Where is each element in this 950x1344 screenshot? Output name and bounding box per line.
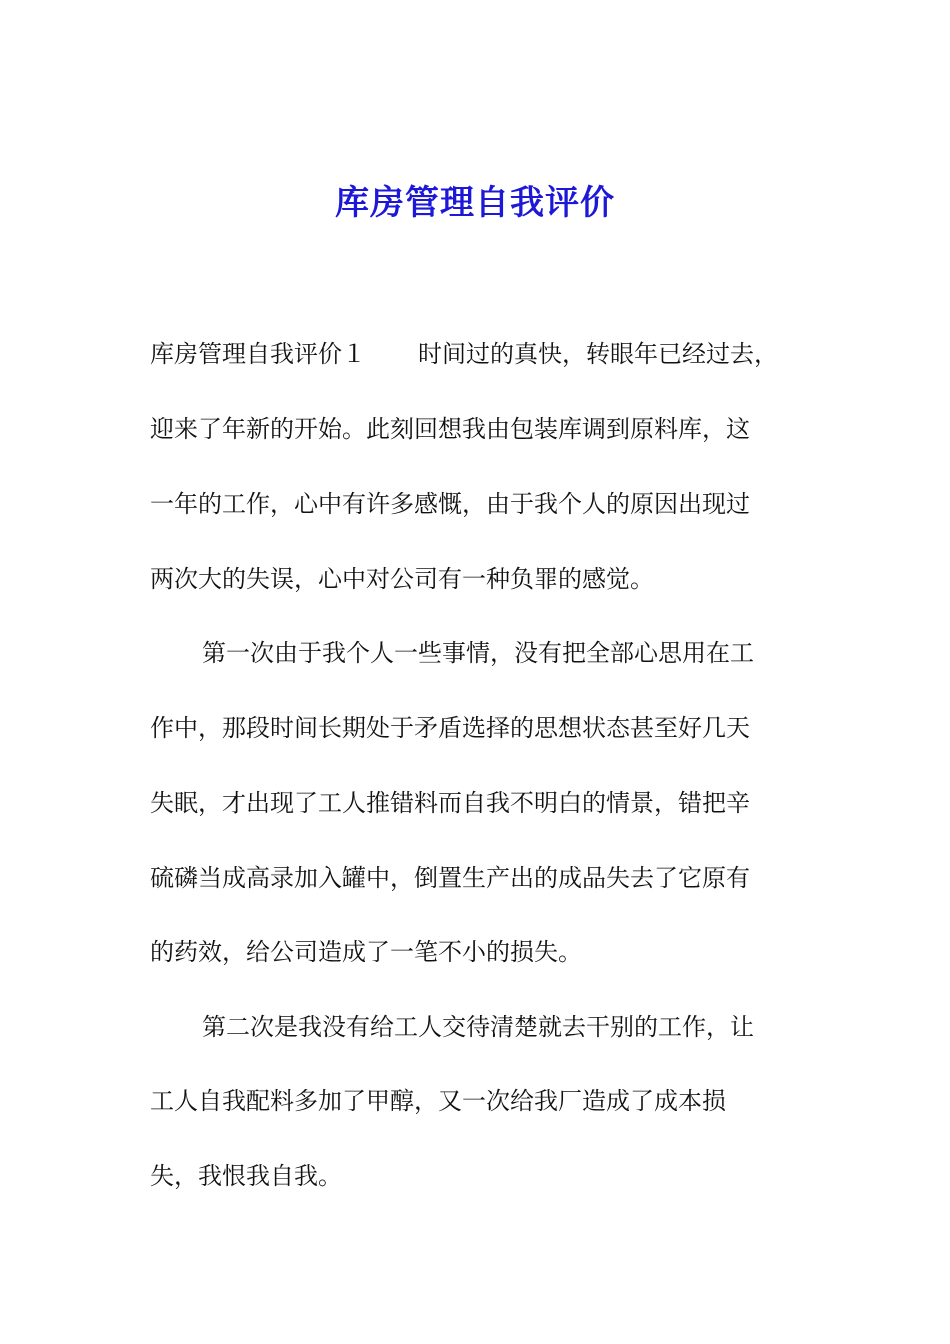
paragraph-line: 第二次是我没有给工人交待清楚就去干别的工作，让 (202, 1013, 754, 1041)
paragraph-line: 第一次由于我个人一些事情，没有把全部心思用在工 (202, 639, 754, 667)
paragraph-line: 的药效，给公司造成了一笔不小的损失。 (150, 938, 582, 966)
paragraph-line: 作中，那段时间长期处于矛盾选择的思想状态甚至好几天 (150, 714, 750, 742)
paragraph-line: 失眠，才出现了工人推错料而自我不明白的情景，错把辛 (150, 789, 750, 817)
paragraph-line: 工人自我配料多加了甲醇，又一次给我厂造成了成本损 (150, 1087, 726, 1115)
paragraph-line: 一年的工作，心中有许多感慨，由于我个人的原因出现过 (150, 490, 750, 518)
paragraph-line: 硫磷当成高录加入罐中，倒置生产出的成品失去了它原有 (150, 864, 750, 892)
paragraph-line: 失，我恨我自我。 (150, 1162, 342, 1190)
paragraph-line: 迎来了年新的开始。此刻回想我由包装库调到原料库，这 (150, 415, 750, 443)
paragraph-line-first (150, 337, 778, 371)
document-title: 库房管理自我评价 (335, 183, 615, 223)
section-heading: 库房管理自我评价１ (150, 340, 366, 368)
paragraph-text: 时间过的真快，转眼年已经过去， (418, 340, 778, 368)
paragraph-line: 两次大的失误，心中对公司有一种负罪的感觉。 (150, 565, 654, 593)
